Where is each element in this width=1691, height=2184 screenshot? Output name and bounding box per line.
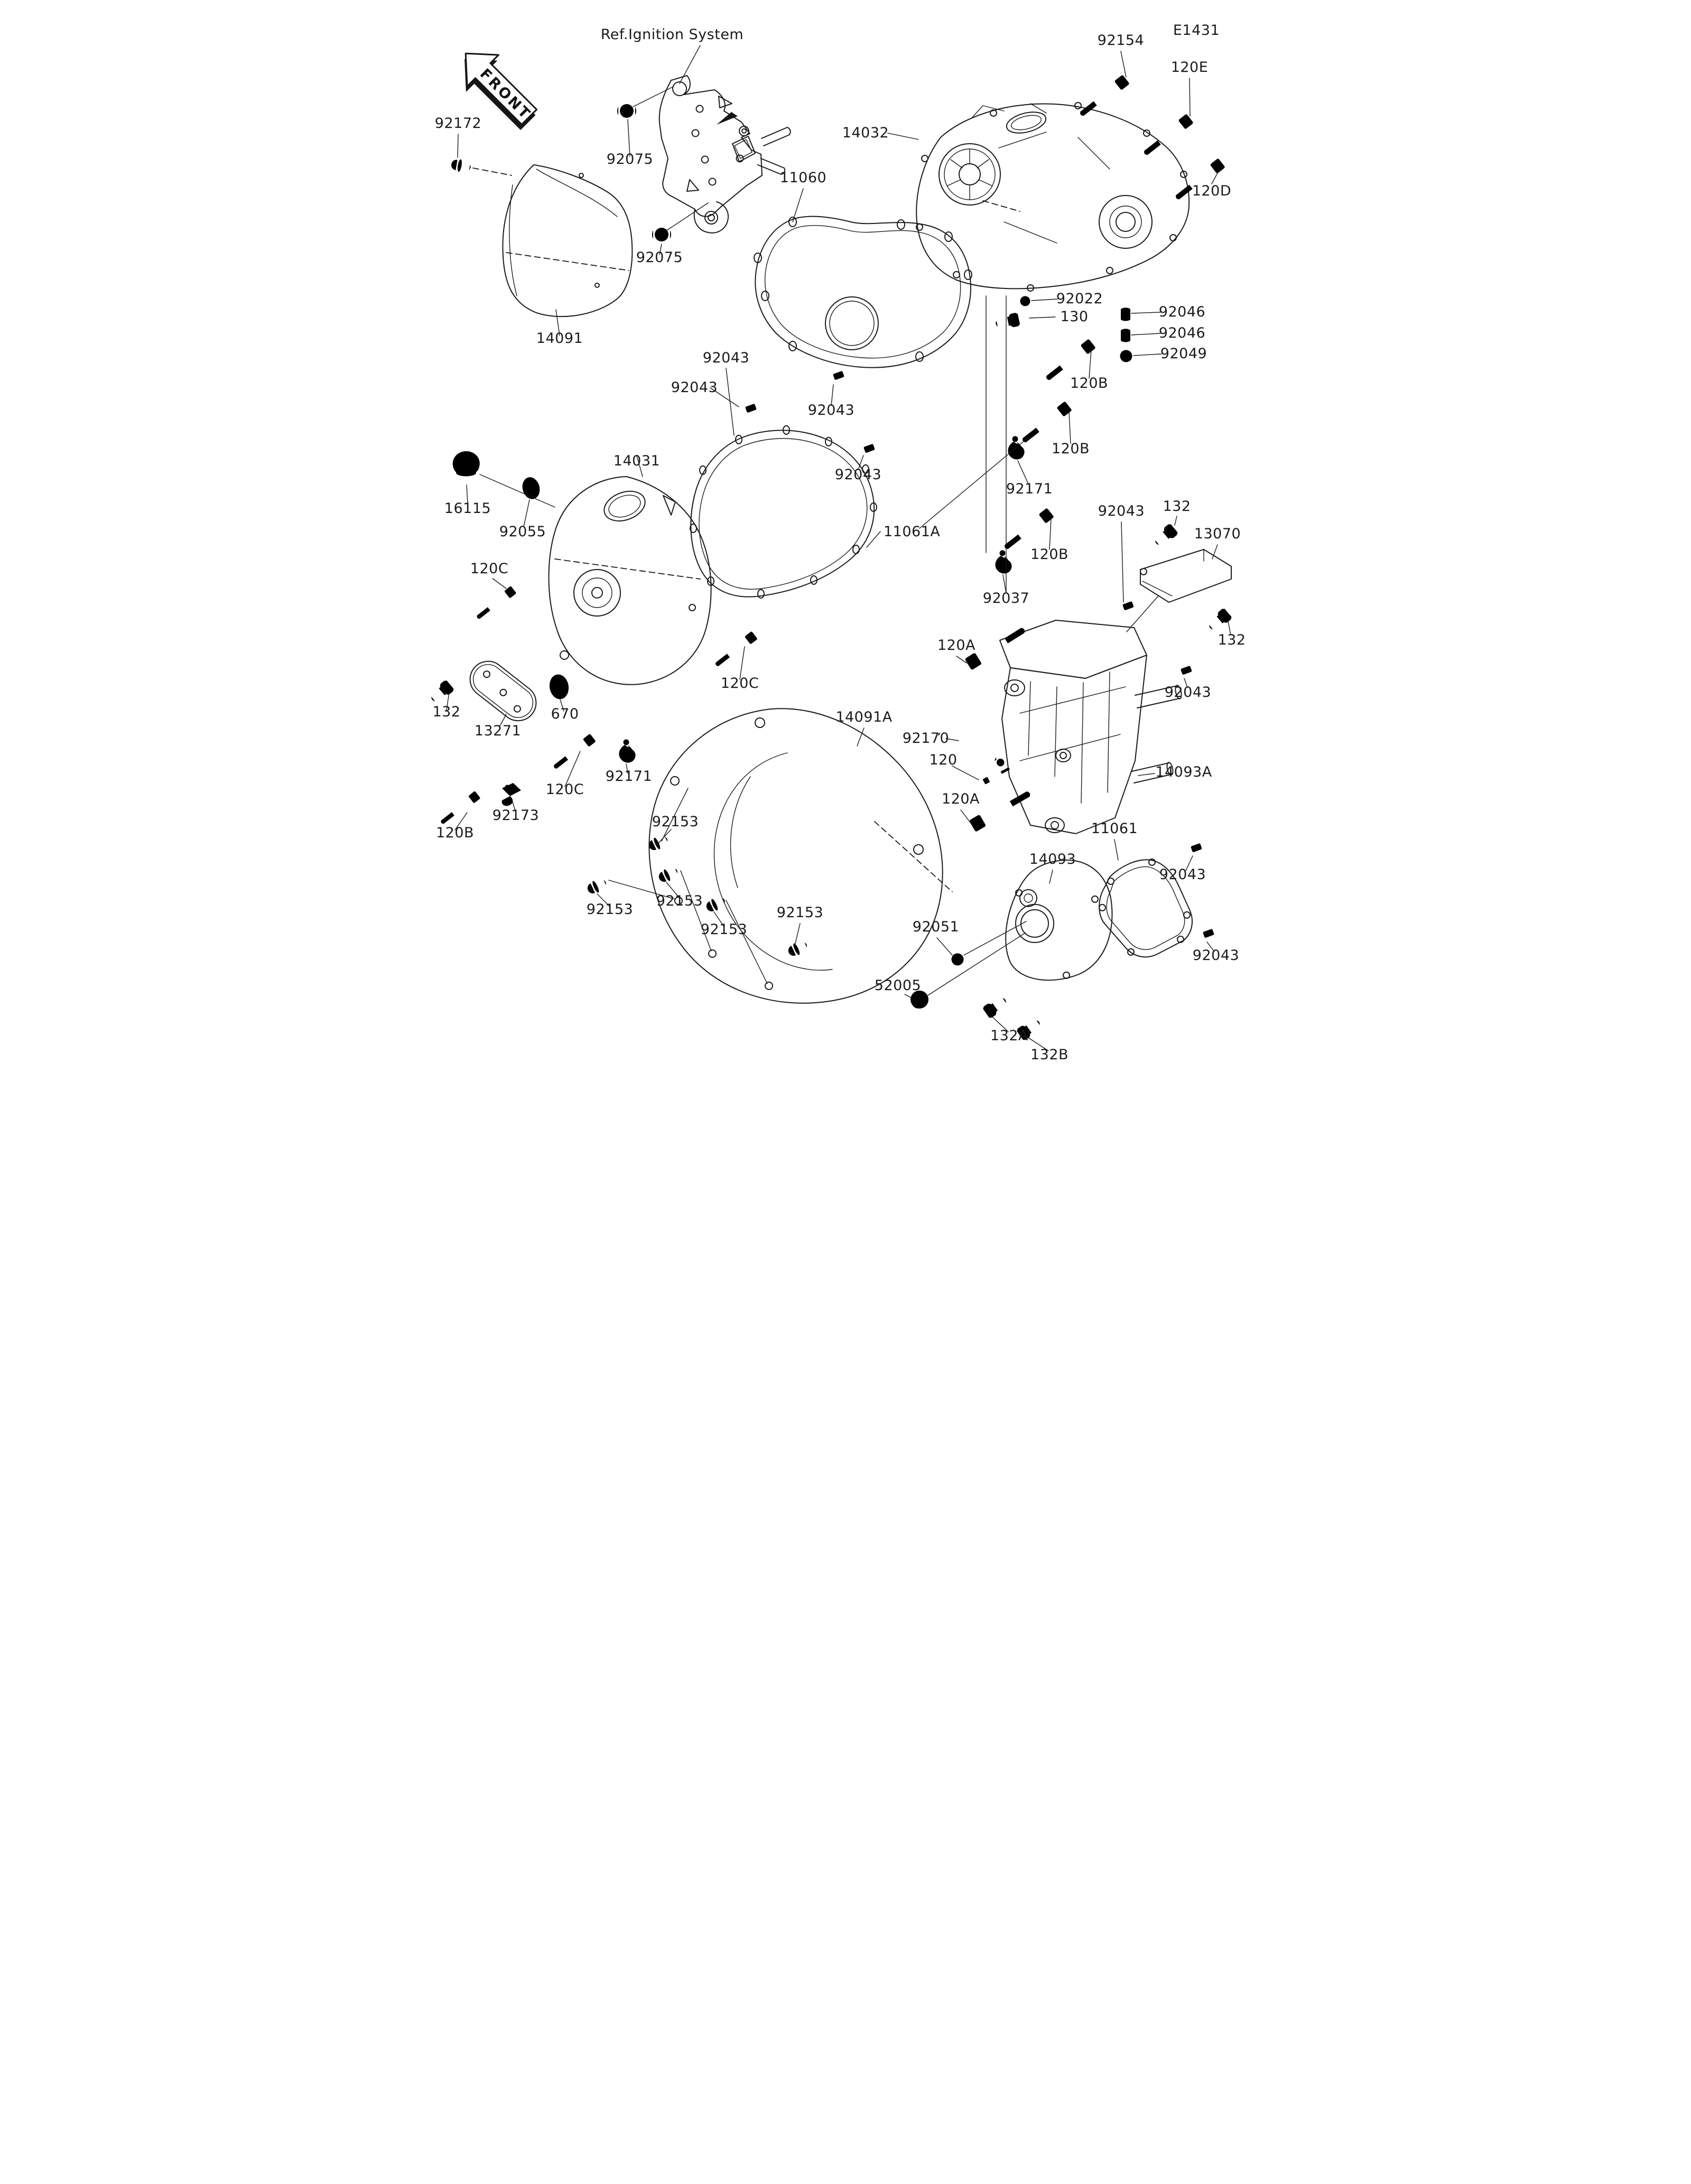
part-label-14091a: 14091A (835, 709, 893, 725)
pin-92043-d (1122, 601, 1134, 611)
oring-670 (547, 673, 570, 701)
cover-14091 (503, 165, 632, 316)
leader-line (480, 474, 555, 507)
part-label-11061: 11061 (1091, 820, 1138, 837)
part-label-92043: 92043 (702, 350, 750, 366)
part-label-14093: 14093 (1029, 851, 1076, 867)
part-label-92043: 92043 (807, 402, 855, 418)
bolt-120c-mid (713, 631, 758, 669)
bolt-120c-left (475, 586, 517, 622)
leader-line (1175, 516, 1177, 525)
cover-14032 (916, 102, 1189, 291)
leader-line (937, 938, 952, 955)
part-label-14031: 14031 (613, 453, 661, 469)
part-label-92043: 92043 (1159, 866, 1206, 883)
part-label-92043: 92043 (1098, 503, 1145, 519)
part-label-14093a: 14093A (1155, 764, 1212, 780)
leader-line (667, 203, 708, 230)
part-label-92153: 92153 (656, 893, 703, 909)
part-label-92075: 92075 (606, 151, 654, 167)
engine-bracket-14093a (1000, 620, 1183, 834)
part-label-92153: 92153 (586, 901, 634, 918)
part-label-670: 670 (551, 706, 579, 722)
leader-line (1138, 773, 1155, 776)
washer-92022 (1020, 296, 1030, 306)
part-label-130: 130 (1060, 309, 1089, 325)
part-label-120b: 120B (435, 825, 475, 841)
bolt-130 (995, 312, 1020, 331)
screw-92153-3 (657, 865, 680, 884)
part-label-92171: 92171 (605, 768, 653, 785)
part-label-11061a: 11061A (884, 524, 941, 540)
part-label-92022: 92022 (1056, 291, 1103, 307)
leader-line (1121, 51, 1126, 77)
leader-line (524, 500, 529, 527)
leader-line (928, 933, 1025, 995)
part-label-92055: 92055 (499, 524, 546, 540)
part-label-120a: 120A (941, 791, 980, 807)
leader-line (1127, 596, 1158, 632)
part-label-120c: 120C (545, 781, 584, 798)
part-label-13070: 13070 (1194, 526, 1241, 542)
plate-13271 (463, 654, 543, 728)
part-label-92043: 92043 (1164, 684, 1212, 701)
leader-line (1029, 317, 1055, 318)
part-label-14032: 14032 (842, 125, 889, 141)
part-label-13271: 13271 (474, 723, 522, 739)
leader-line (681, 871, 711, 951)
pin-92043-g (1203, 929, 1214, 938)
part-label-92171: 92171 (1006, 481, 1053, 497)
pin-92043-b (833, 371, 844, 380)
clamp-92037 (995, 550, 1011, 574)
clamp-92173 (502, 783, 521, 806)
leader-line (1114, 839, 1118, 860)
part-label-120b: 120B (1051, 441, 1090, 457)
bolt-120b-bottomleft (439, 791, 481, 827)
part-label-14091: 14091 (536, 330, 583, 347)
leader-line (680, 45, 700, 83)
part-label-132: 132 (1163, 498, 1191, 515)
part-label-120d: 120D (1192, 183, 1232, 199)
bolt-132-left (428, 679, 455, 705)
cover-14093 (1006, 860, 1112, 980)
leader-line (1212, 170, 1219, 184)
part-label-92043: 92043 (834, 466, 882, 483)
leader-line (1069, 412, 1071, 444)
leader-line (726, 900, 767, 984)
cover-14091a (649, 708, 952, 1003)
part-label-132b: 132B (1030, 1047, 1069, 1063)
leader-line (1032, 299, 1057, 301)
pin-92043-f (1191, 843, 1202, 853)
bushing-92046-lower (1121, 329, 1130, 342)
leader-line (1049, 870, 1053, 883)
part-label-120c: 120C (470, 561, 509, 577)
leader-line (1121, 522, 1123, 602)
screw-92172 (450, 158, 472, 174)
part-label-92051: 92051 (912, 919, 960, 935)
screw-92153-2 (586, 876, 609, 896)
part-label-92173: 92173 (492, 807, 540, 824)
part-label-92046: 92046 (1158, 304, 1206, 320)
leader-line (493, 578, 506, 589)
part-label-92043: 92043 (1192, 947, 1240, 964)
leader-line (1133, 354, 1162, 356)
part-label-120b: 120B (1070, 375, 1109, 391)
part-label-132a: 132A (990, 1028, 1029, 1044)
seal-92049 (1120, 350, 1132, 362)
bushing-92046-upper (1121, 307, 1130, 321)
part-label-120a: 120A (937, 637, 976, 654)
leader-lines (447, 45, 1231, 1051)
leader-line (956, 656, 967, 663)
leader-line (795, 923, 800, 946)
cover-14031 (549, 477, 711, 685)
grommet-92075-upper (617, 104, 636, 118)
leader-line (1089, 350, 1091, 378)
part-label-92049: 92049 (1160, 346, 1207, 362)
pin-92043-e (1181, 666, 1192, 675)
part-label-92037: 92037 (982, 590, 1030, 606)
part-label-92153: 92153 (652, 814, 699, 830)
part-label-16115: 16115 (444, 500, 491, 517)
part-label-ref-ignition-system: Ref.Ignition System (600, 26, 744, 43)
screw-92153-4 (704, 894, 728, 914)
clamp-92171-lower (619, 740, 635, 763)
seal-92051 (952, 954, 964, 966)
bracket-13070 (1140, 549, 1231, 602)
part-label-92154: 92154 (1097, 32, 1145, 49)
oil-cap-16115 (453, 451, 480, 477)
part-label-52005: 52005 (874, 977, 922, 994)
part-label-92153: 92153 (700, 921, 748, 938)
part-label-92075: 92075 (636, 249, 683, 266)
bolt-120 (982, 766, 1010, 785)
leader-line (633, 87, 673, 107)
bolt-132-upper (1152, 523, 1179, 549)
screw-92153-5 (786, 939, 810, 958)
part-label-132: 132 (432, 704, 461, 720)
part-label-92170: 92170 (902, 730, 950, 746)
bolt-132a (982, 994, 1009, 1019)
part-label-e1431: E1431 (1173, 22, 1220, 39)
exploded-parts-diagram (423, 0, 1268, 1092)
leader-line (740, 647, 745, 679)
gasket-11061a (690, 426, 877, 598)
part-label-11060: 11060 (779, 170, 827, 186)
part-number-labels (432, 22, 1246, 1063)
pin-92043-c (863, 444, 875, 453)
part-label-92153: 92153 (776, 904, 824, 921)
leader-line (961, 810, 971, 823)
part-label-120c: 120C (720, 675, 759, 692)
part-label-120e: 120E (1170, 59, 1209, 76)
front-arrow-label: FRONT (476, 66, 535, 124)
part-label-120b: 120B (1030, 546, 1069, 563)
leader-line (905, 994, 912, 998)
leader-line (657, 829, 671, 844)
part-label-120: 120 (929, 752, 958, 768)
pin-92043-a (745, 404, 757, 413)
leader-line (1131, 333, 1160, 335)
part-label-132: 132 (1218, 632, 1246, 648)
leader-line (726, 368, 734, 435)
bolt-132-right (1206, 608, 1233, 633)
ignition-bracket (659, 76, 791, 233)
part-label-92172: 92172 (434, 115, 482, 132)
parts-diagram-page (423, 0, 1268, 1092)
leader-line (1131, 312, 1160, 313)
part-label-92043: 92043 (671, 379, 718, 396)
gasket-11060 (754, 217, 972, 368)
bolt-120b-2 (1019, 401, 1072, 445)
part-label-92046: 92046 (1158, 325, 1206, 341)
leader-line (1049, 519, 1051, 549)
leader-line (888, 133, 918, 139)
